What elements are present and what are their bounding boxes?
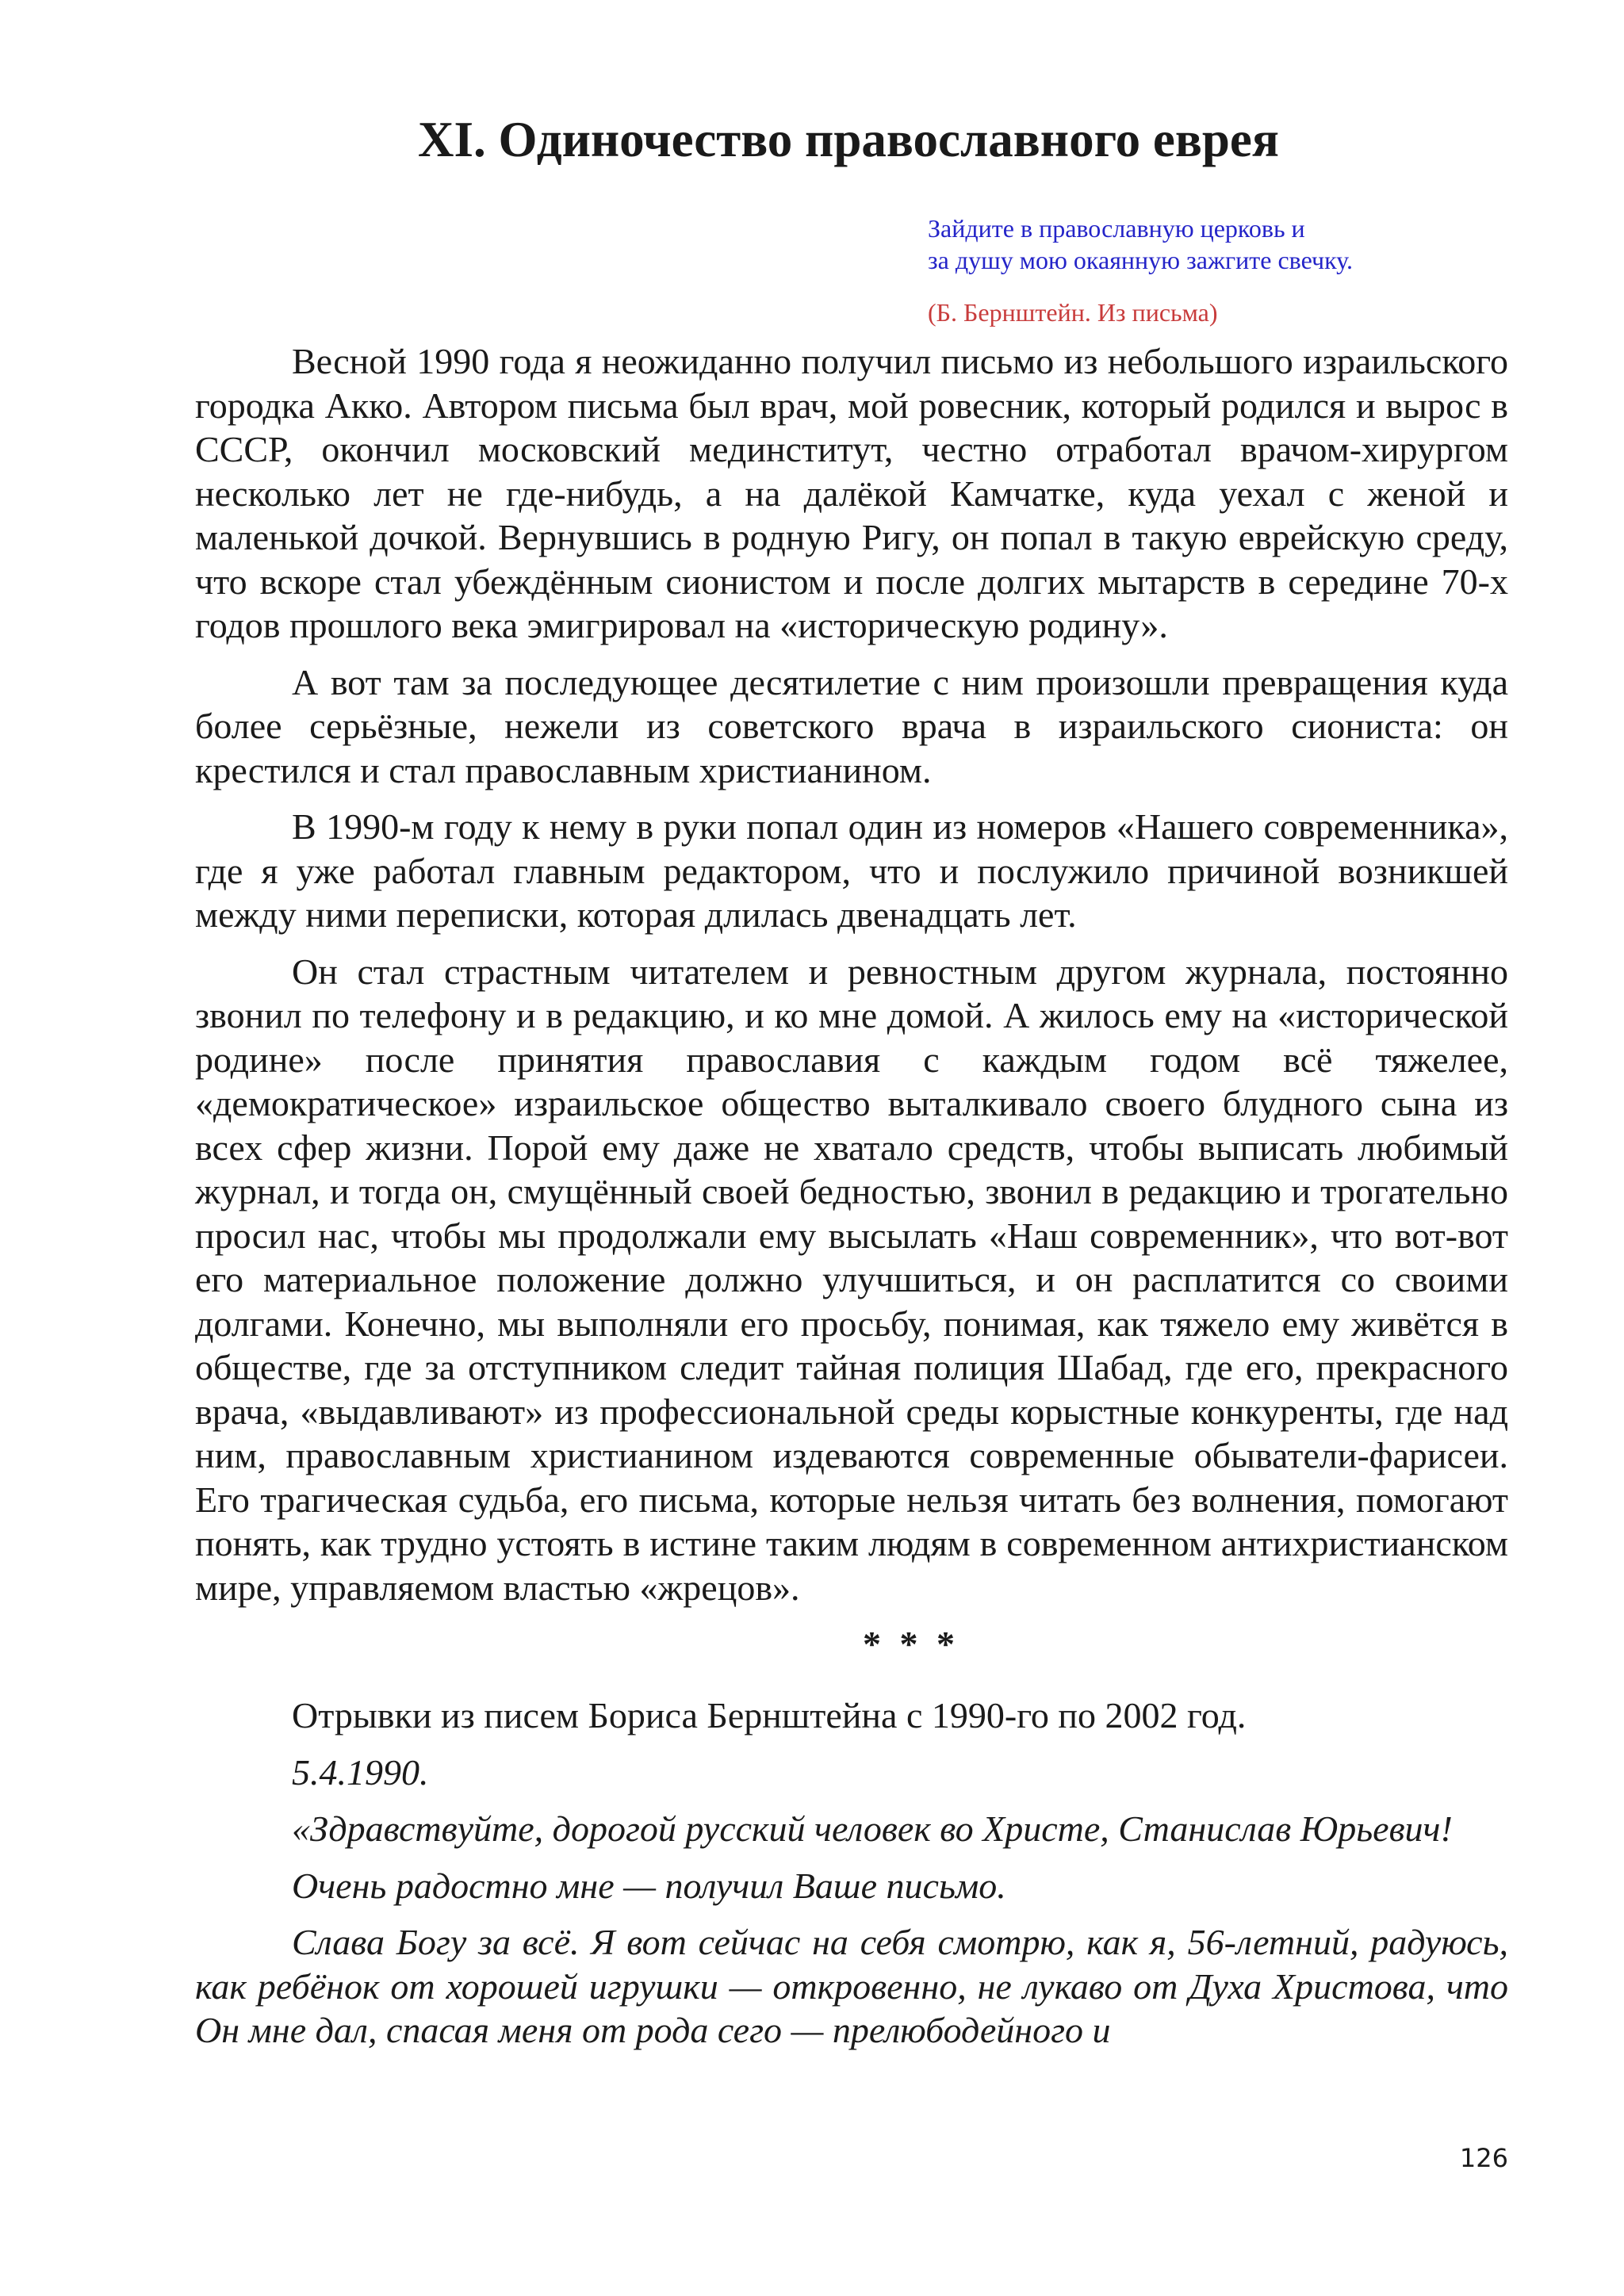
letter-paragraph: Слава Богу за всё. Я вот сейчас на себя смотрю, как я, 56-летний, радуюсь, как ребёнок от хорошей игрушки — откровенно, не лукаво от Духа Христова, что Он мне дал, спасая меня от рода сего — прелюбодейного и [195, 1922, 1508, 2050]
section-separator: * * * [863, 1624, 959, 1664]
epigraph-source: (Б. Бернштейн. Из письма) [928, 298, 1218, 327]
letter-greeting: «Здравствуйте, дорогой русский человек во Христе, Станислав Юрьевич! [292, 1808, 1453, 1849]
letters-intro: Отрывки из писем Бориса Бернштейна с 1990-го по 2002 год. [292, 1695, 1247, 1735]
body-paragraph: В 1990-м году к нему в руки попал один из номеров «Нашего современника», где я уже работал главным редактором, что и послужило причиной возникшей между ними переписки, которая длилась двенадцать лет. [195, 806, 1508, 935]
body-paragraph: А вот там за последующее десятилетие с ним произошли превращения куда более серьёзные, нежели из советского врача в израильского сиониста: он крестился и стал православным христианином. [195, 661, 1508, 790]
letter-date: 5.4.1990. [292, 1751, 429, 1793]
epigraph-line: за душу мою окаянную зажгите свечку. [928, 246, 1353, 274]
chapter-title: XI. Одиночество православного еврея [418, 112, 1279, 167]
epigraph-line: Зайдите в православную церковь и [928, 214, 1305, 243]
epigraph [928, 212, 1546, 328]
letter-paragraph: Очень радостно мне — получил Ваше письмо. [292, 1865, 1006, 1906]
page-number: 126 [1459, 2143, 1508, 2173]
body-paragraph: Весной 1990 года я неожиданно получил письмо из небольшого израильского городка Акко. Автором письма был врач, мой ровесник, который родился и вырос в СССР, окончил московский мединститут, честно отработал врачом-хирургом несколько лет не где-нибудь, а на далёкой Камчатке, куда уехал с женой и маленькой дочкой. Вернувшись в родную Ригу, он попал в такую еврейскую среду, что вскоре стал убеждённым сионистом и после долгих мытарств в середине 70-х годов прошлого века эмигрировал на «историческую родину». [195, 341, 1508, 645]
body-paragraph: Он стал страстным читателем и ревностным другом журнала, постоянно звонил по телефону и в редакцию, и ко мне домой. А жилось ему на «исторической родине» после принятия православия с каждым годом всё тяжелее, «демократическое» израильское общество выталкивало своего блудного сына из всех сфер жизни. Порой ему даже не хватало средств, чтобы выписать любимый журнал, и тогда он, смущённый своей бедностью, звонил в редакцию и трогательно просил нас, чтобы мы продолжали ему высылать «Наш современник», что вот-вот его материальное положение должно улучшиться, и он расплатится со своими долгами. Конечно, мы выполняли его просьбу, понимая, как тяжело ему живётся в обществе, где за отступником следит тайная полиция Шабад, где его, прекрасного врача, «выдавливают» из профессиональной среды корыстные конкуренты, где над ним, православным христианином издеваются современные обыватели-фарисеи. Его трагическая судьба, его письма, которые нельзя читать без волнения, помогают понять, как трудно устоять в истине таким людям в современном антихристианском мире, управляемом властью «жрецов». [195, 951, 1508, 1608]
chapter-body [195, 339, 1508, 2065]
